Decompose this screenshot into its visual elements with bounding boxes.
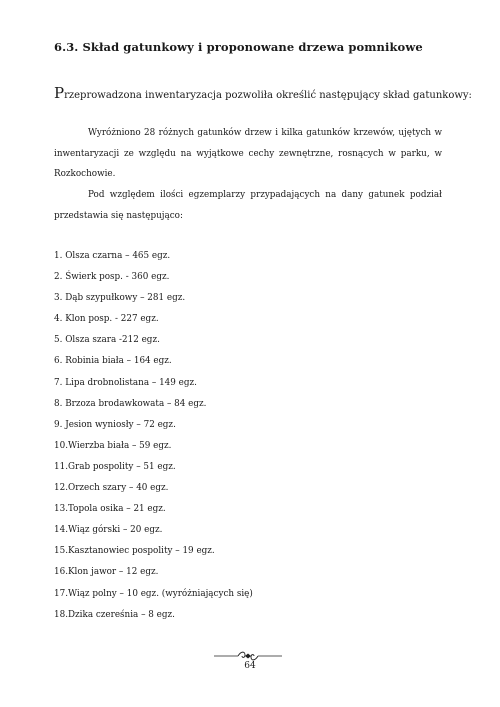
list-item: 16.Klon jawor – 12 egz. <box>54 567 159 578</box>
list-item: 7. Lipa drobnolistana – 149 egz. <box>54 377 197 388</box>
list-item: 3. Dąb szypułkowy – 281 egz. <box>54 293 186 304</box>
intro-text: rzeprowadzona inwentaryzacja pozwoliła określić następujący skład gatunkowy: <box>64 90 472 101</box>
list-item: 17.Wiąz polny – 10 egz. (wyróżniających się) <box>54 588 253 599</box>
list-item: 6. Robinia biała – 164 egz. <box>54 356 172 367</box>
paragraph-species-count: Wyróżniono 28 różnych gatunków drzew i kilka gatunków krzewów, ujętych w inwentaryzacji ze względu na wyjątkowe cechy zewnętrzne, rosnących w parku, w Rozkochowie. <box>54 128 442 179</box>
paragraph-distribution: Pod względem ilości egzemplarzy przypadających na dany gatunek podział przedstawia się następująco: <box>54 190 442 221</box>
list-item: 15.Kasztanowiec pospolity – 19 egz. <box>54 546 215 557</box>
intro-dropcap: P <box>54 84 65 102</box>
section-heading: 6.3. Skład gatunkowy i proponowane drzewa pomnikowe <box>54 40 423 54</box>
list-item: 4. Klon posp. - 227 egz. <box>54 314 159 325</box>
list-item: 10.Wierzba biała – 59 egz. <box>54 440 172 451</box>
list-item: 1. Olsza czarna – 465 egz. <box>54 251 171 261</box>
intro-line <box>54 84 472 102</box>
species-list <box>54 246 253 626</box>
list-item: 9. Jesion wyniosły – 72 egz. <box>54 419 176 430</box>
list-item: 18.Dzika czereśnia – 8 egz. <box>54 609 175 620</box>
list-item: 13.Topola osika – 21 egz. <box>54 504 166 515</box>
list-item: 14.Wiąz górski – 20 egz. <box>54 525 163 536</box>
list-item: 12.Orzech szary – 40 egz. <box>54 483 169 494</box>
page-number: 64 <box>244 661 256 671</box>
list-item: 2. Świerk posp. - 360 egz. <box>54 272 170 283</box>
list-item: 11.Grab pospolity – 51 egz. <box>54 461 176 472</box>
list-item: 8. Brzoza brodawkowata – 84 egz. <box>54 398 207 409</box>
list-item: 5. Olsza szara -212 egz. <box>54 335 160 346</box>
